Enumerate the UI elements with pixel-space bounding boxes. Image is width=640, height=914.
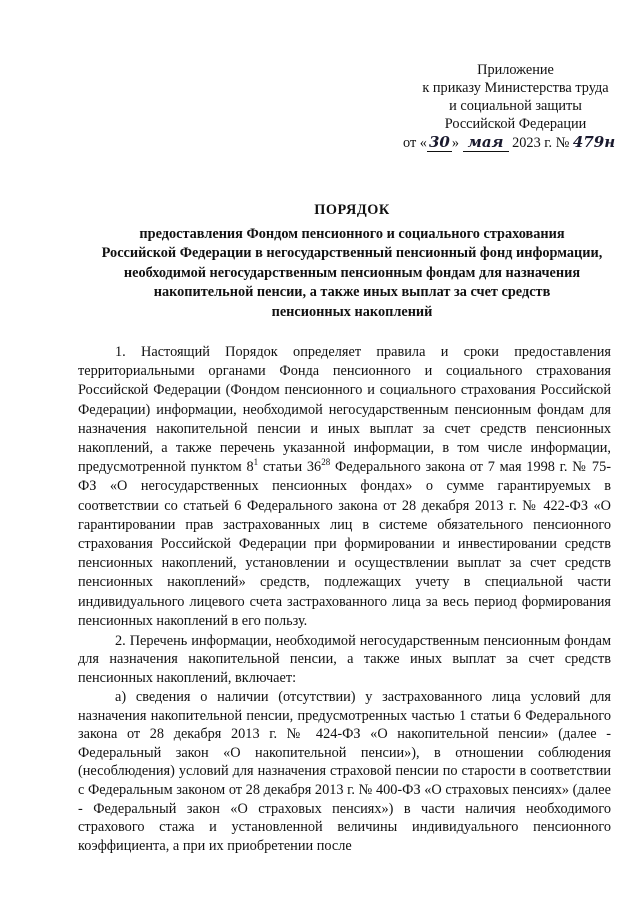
paragraph-2: 2. Перечень информации, необходимой негосударственным пенсионным фондам для назначения накопительной пенсии, а также иных выплат за счет средств пенсионных накоплений, включает: [78,633,611,686]
approval-line-1: Приложение [477,62,554,78]
document-title [88,201,616,322]
handwritten-order-number: 479н [572,133,616,151]
title-line-2: Российской Федерации в негосударственный пенсионный фонд информации, [101,245,603,261]
title-line-4: накопительной пенсии, а также иных выплат за счет средств [153,284,551,300]
paragraph-1-part-b: статьи 36 [258,459,322,476]
paragraph-1 [78,343,611,631]
paragraph-1-part-c: Федерального закона от 7 мая 1998 г. № 75-ФЗ «О негосударственных пенсионных фондах» о сумме гарантируемых в соответствии со статьей 6 Федерального закона от 28 декабря 2013 г. № 422-ФЗ «О гарантировании прав застрахованных лиц в системе обязательного пенсионного страхования Российской Федерации при формировании и инвестировании средств пенсионных накоплений, установлении и осуществлении выплат за счет средств пенсионных накоплений» средств, подлежащих учету в специальной части индивидуального лицевого счета застрахованного лица за весь период формирования пенсионных накоплений в его пользу. [78,459,611,629]
title-heading: ПОРЯДОК [314,202,390,218]
approval-block [403,61,628,152]
approval-line-2: к приказу Министерства труда [422,80,609,96]
date-year: 2023 г. № [512,135,570,151]
approval-date-line [403,133,628,152]
superscript-1: 1 [253,457,259,468]
title-line-5: пенсионных накоплений [271,303,433,320]
paragraph-1-part-a: 1. Настоящий Порядок определяет правила и сроки предоставления территориальными органами Фонда пенсионного и социального страхования Российской Федерации (Фондом пенсионного и социального страхования Российской Федерации) информации, необходимой негосударственным пенсионным фондам для назначения накопительной пенсии и иных выплат за счет средств пенсионных накоплений, а также перечень указанной информации, в том числе информации, предусмотренной пунктом 8 [78,344,611,476]
document-body [78,343,611,855]
superscript-28: 28 [321,457,331,468]
title-line-3: необходимой негосударственным пенсионным фондам для назначения [123,264,581,281]
approval-line-4: Российской Федерации [444,116,587,132]
date-close: » [451,135,459,151]
date-prefix: от « [403,135,427,151]
handwritten-day: 30 [428,133,450,151]
approval-line-3: и социальной защиты [449,98,582,114]
handwritten-month: мая [463,133,509,152]
paragraph-2a: а) сведения о наличии (отсутствии) у застрахованного лица условий для назначения накопительной пенсии, предусмотренных частью 1 статьи 6 Федерального закона от 28 декабря 2013 г. № 424-ФЗ «О накопительной пенсии» (далее - Федеральный закон «О накопительной пенсии»), в отношении соблюдения (несоблюдения) условий для назначения страховой пенсии по старости в соответствии с Федеральным законом от 28 декабря 2013 г. № 400-ФЗ «О страховых пенсиях» (далее - Федеральный закон «О страховых пенсиях») в части наличия необходимого страхового стажа и установленной величины индивидуального пенсионного коэффициента, а при их приобретении после [78,688,611,854]
title-line-1: предоставления Фондом пенсионного и социального страхования [139,225,565,242]
